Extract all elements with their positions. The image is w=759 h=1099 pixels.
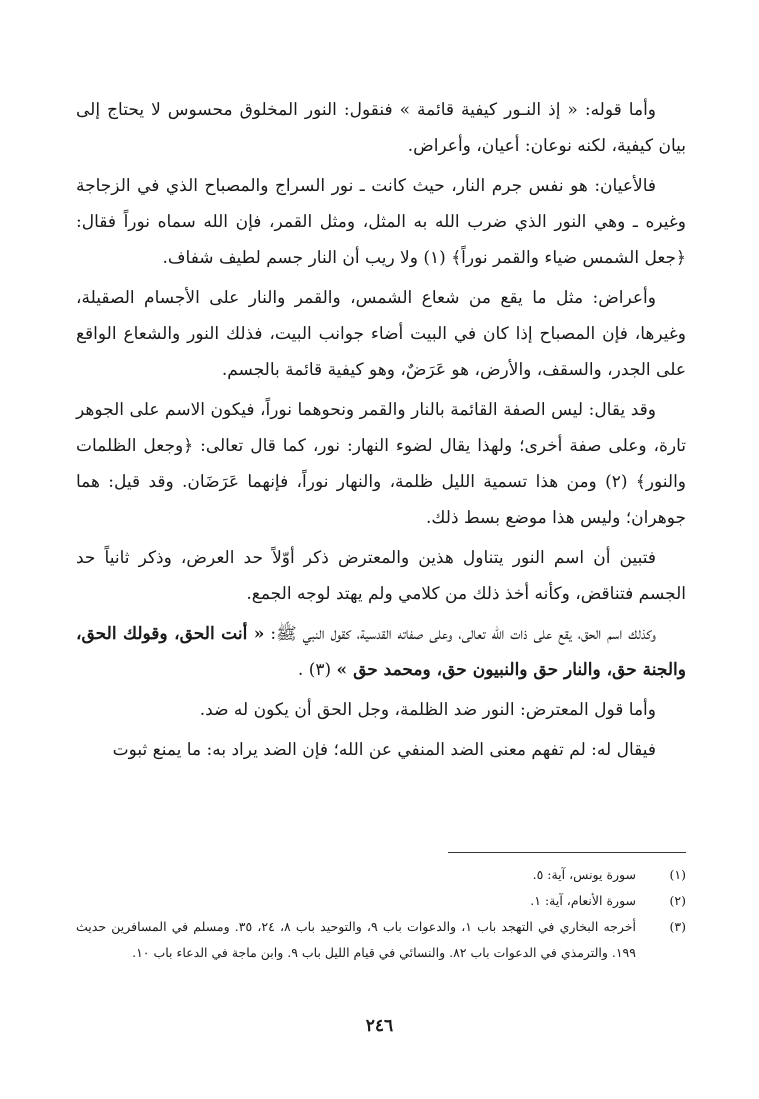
paragraph: وأما قول المعترض: النور ضد الظلمة، وجل الحق أن يكون له ضد. (199, 700, 656, 720)
paragraph: فالأعيان: هو نفس جرم النار، حيث كانت ـ نور السراج والمصباح الذي في الزجاجة وغيره ـ وهي النور الذي ضرب الله به المثل، ومثل القمر، فإن الله سماه نوراً فقال: ﴿جعل الشمس ضياء والقمر نوراً﴾ (١) ولا ريب أن النار جسم لطيف شفاف. (76, 176, 686, 268)
footnote (76, 888, 686, 914)
footnote-number: (٢) (669, 893, 686, 908)
paragraph: وقد يقال: ليس الصفة القائمة بالنار والقمر ونحوهما نوراً، فيكون الاسم على الجوهر تارة، وعلى صفة أخرى؛ ولهذا يقال لضوء النهار: نور، كما قال تعالى: ﴿وجعل الظلمات والنور﴾ (٢) ومن هذا تسمية الليل ظلمة، والنهار نوراً، فإنهما عَرَضَان. وقد قيل: هما جوهران؛ وليس هذا موضع بسط ذلك. (76, 400, 686, 528)
paragraph: فيقال له: لم تفهم معنى الضد المنفي عن الله؛ فإن الضد يراد به: ما يمنع ثبوت (112, 740, 656, 760)
main-text (76, 92, 686, 772)
footnote-divider (448, 852, 686, 853)
footnote-text: سورة الأنعام، آية: ١. (530, 893, 636, 908)
hadith-reference: (٣) . (297, 660, 337, 680)
footnote-number: (٣) (669, 919, 686, 934)
footnotes (76, 862, 686, 966)
paragraph: وأما قوله: « إذ النـور كيفية قائمة » فنقول: النور المخلوق محسوس لا يحتاج إلى بيان كيفية، لكنه نوعان: أعيان، وأعراض. (76, 100, 686, 156)
footnote (76, 862, 686, 888)
hadith-paragraph (76, 616, 686, 688)
hadith-quote: « أنت الحق، وقولك الحق، والجنة حق، والنار حق والنبيون حق، ومحمد حق » (76, 624, 686, 680)
page-number: ٢٤٦ (365, 1016, 394, 1036)
hadith-intro: وكذلك اسم الحق، يقع على ذات الله تعالى، وعلى صفاته القدسية، كقول النبي ﷺ: (264, 624, 656, 644)
paragraph: وأعراض: مثل ما يقع من شعاع الشمس، والقمر والنار على الأجسام الصقيلة، وغيرها، فإن المصباح إذا كان في البيت أضاء جوانب البيت، فذلك النور والشعاع الواقع على الجدر، والسقف، والأرض، هو عَرَضٌ، وهو كيفية قائمة بالجسم. (76, 288, 686, 380)
footnote-text: سورة يونس، آية: ٥. (532, 867, 636, 882)
footnote-number: (١) (669, 867, 686, 882)
footnote (76, 914, 686, 966)
paragraph: فتبين أن اسم النور يتناول هذين والمعترض ذكر أوّلاً حد العرض، وذكر ثانياً حد الجسم فتناقض، وكأنه أخذ ذلك من كلامي ولم يهتد لوجه الجمع. (76, 548, 686, 604)
footnote-text: أخرجه البخاري في التهجد باب ١، والدعوات باب ٩، والتوحيد باب ٨، ٢٤، ٣٥. ومسلم في المسافرين حديث ١٩٩. والترمذي في الدعوات باب ٨٢. والنسائي في قيام الليل باب ٩. وابن ماجة في الدعاء باب ١٠. (76, 919, 637, 960)
